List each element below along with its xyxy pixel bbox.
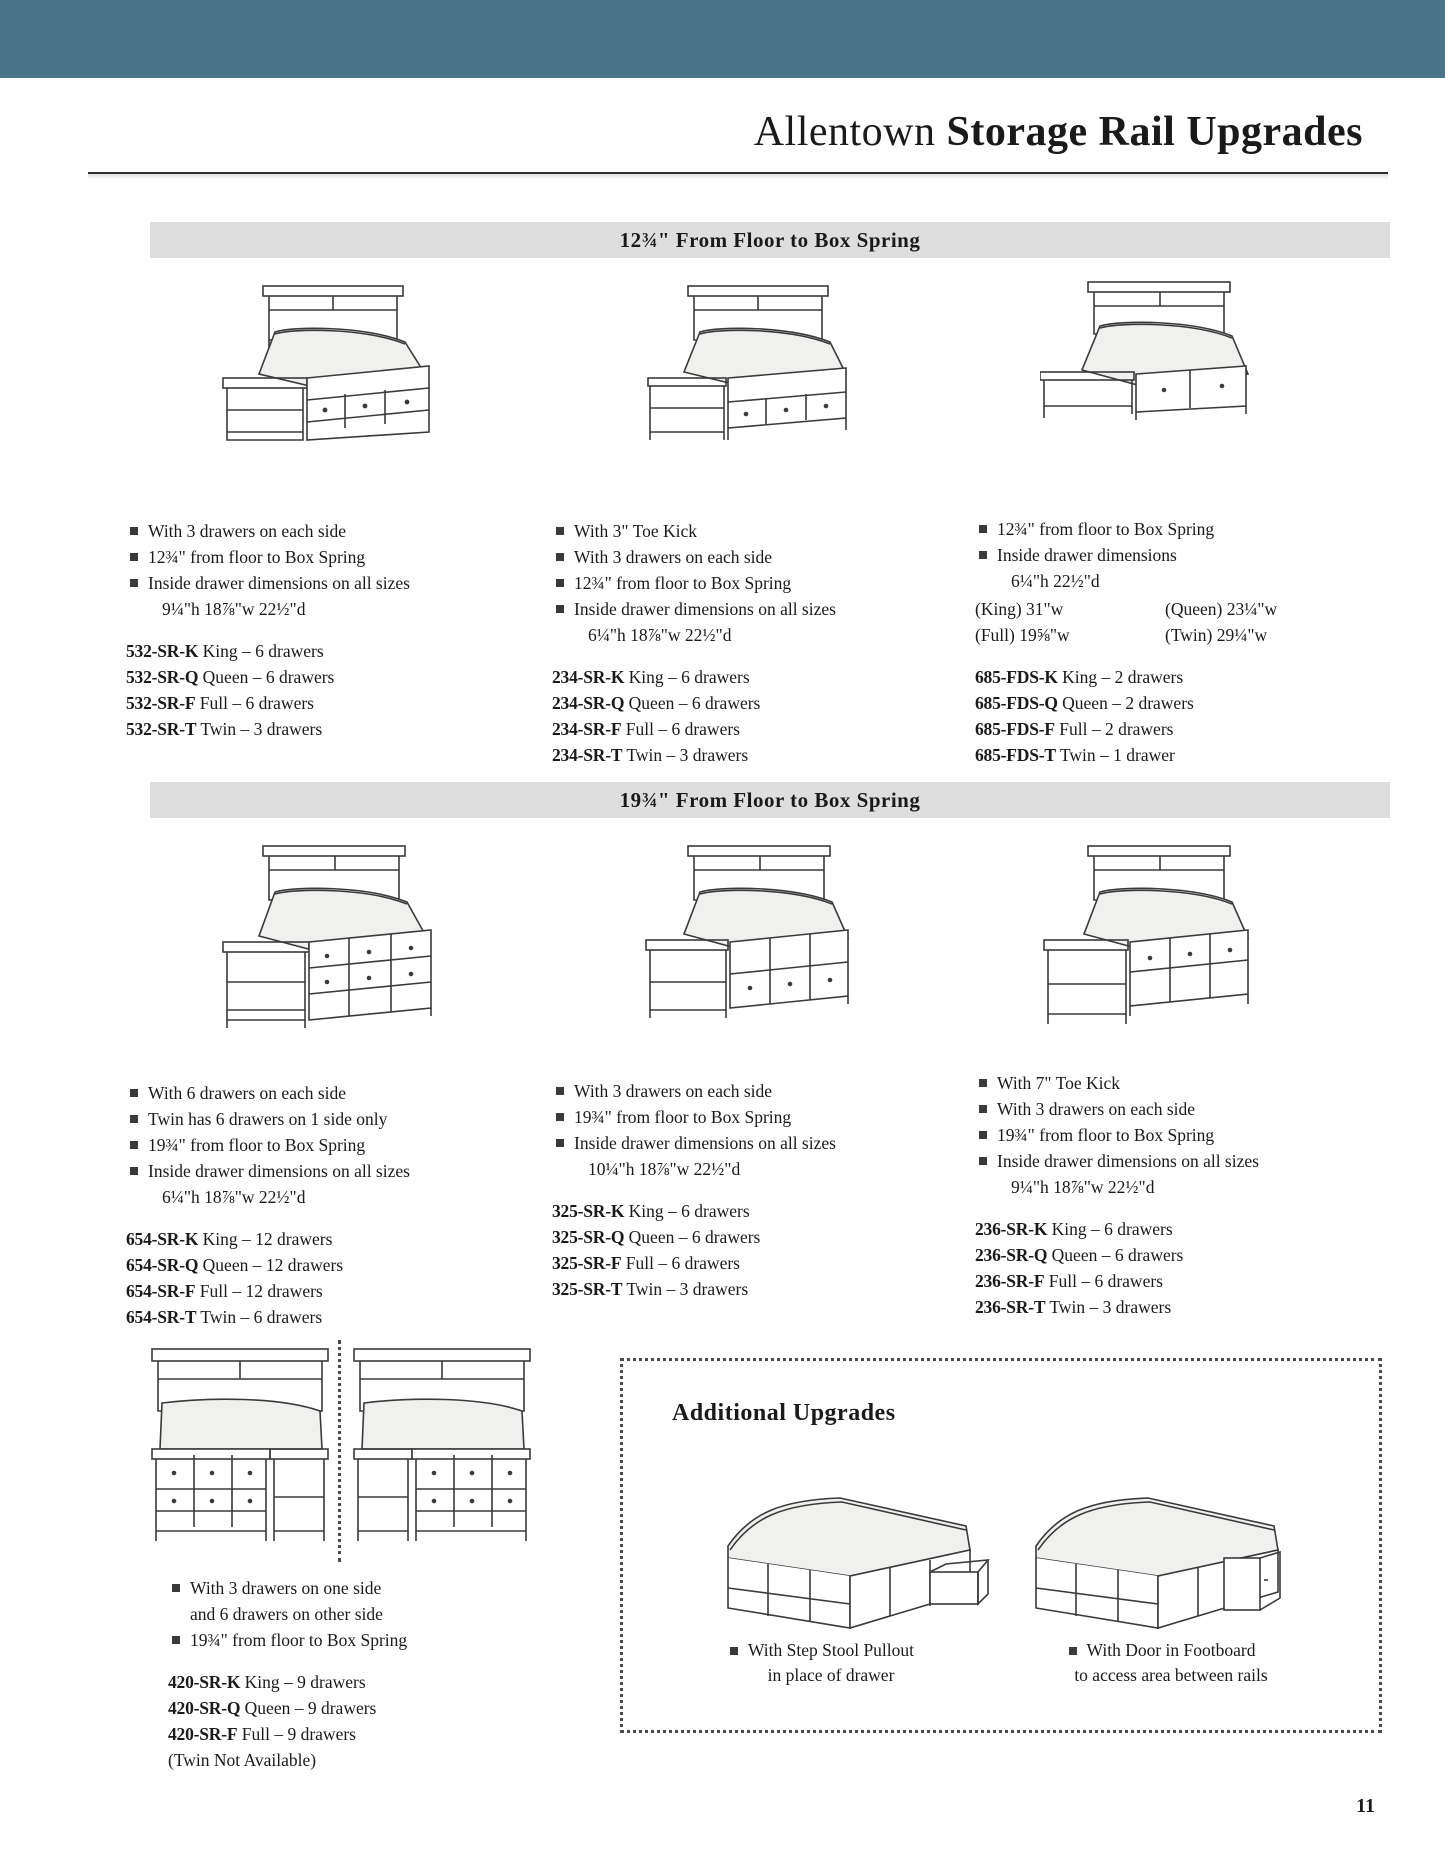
code-sku: 685-FDS-K <box>975 667 1058 687</box>
spec-bullets-325 <box>552 1078 952 1182</box>
code-sku: 325-SR-F <box>552 1253 622 1273</box>
drawer-dimensions: 10¼"h 18⅞"w 22½"d <box>588 1159 741 1179</box>
header-band <box>0 0 1445 78</box>
product-codes-532 <box>126 638 506 742</box>
additional-upgrades-title: Additional Upgrades <box>672 1400 896 1426</box>
bullet-item: With 7" Toe Kick <box>975 1070 1395 1096</box>
bullet-item: With 3" Toe Kick <box>552 518 952 544</box>
code-sku: 654-SR-Q <box>126 1255 199 1275</box>
code-row <box>552 1276 952 1302</box>
code-row <box>168 1721 498 1747</box>
code-row <box>975 1216 1395 1242</box>
product-codes-654 <box>126 1226 516 1330</box>
code-sku: 420-SR-K <box>168 1672 241 1692</box>
page-title-bold: Storage Rail Upgrades <box>946 109 1363 155</box>
bed-figure-532 <box>215 282 465 474</box>
bullet-item: 12¾" from floor to Box Spring <box>975 516 1395 542</box>
code-sku: 236-SR-T <box>975 1297 1046 1317</box>
code-desc: Queen – 2 drawers <box>1057 693 1194 713</box>
code-desc: Full – 6 drawers <box>621 719 740 739</box>
code-desc: King – 6 drawers <box>198 641 324 661</box>
code-sku: 234-SR-Q <box>552 693 625 713</box>
drawer-dimensions: 6¼"h 22½"d <box>1011 571 1100 591</box>
code-sku: 654-SR-T <box>126 1307 197 1327</box>
code-row <box>126 1278 516 1304</box>
code-row <box>552 690 952 716</box>
code-row <box>126 1226 516 1252</box>
code-desc: King – 9 drawers <box>240 1672 366 1692</box>
bullet-item: Inside drawer dimensions on all sizes <box>126 570 506 596</box>
code-row <box>126 638 506 664</box>
spec-column-236 <box>975 1070 1395 1320</box>
drawer-dimensions: 9¼"h 18⅞"w 22½"d <box>1011 1177 1155 1197</box>
size-width-table <box>975 596 1395 648</box>
code-desc: Full – 6 drawers <box>621 1253 740 1273</box>
bullet-item: 12¾" from floor to Box Spring <box>126 544 506 570</box>
bullet-item: With 3 drawers on each side <box>552 1078 952 1104</box>
code-row <box>168 1669 498 1695</box>
code-desc: Twin – 3 drawers <box>1045 1297 1172 1317</box>
bullet-item: Inside drawer dimensions on all sizes <box>126 1158 516 1184</box>
caption-line-2: to access area between rails <box>1074 1665 1268 1685</box>
bed-figure-685 <box>1040 278 1280 470</box>
code-desc: Full – 9 drawers <box>237 1724 356 1744</box>
code-desc: Full – 6 drawers <box>1044 1271 1163 1291</box>
spec-column-532 <box>126 518 506 742</box>
bed-figure-654 <box>215 842 465 1062</box>
code-desc: King – 6 drawers <box>1047 1219 1173 1239</box>
code-desc: King – 6 drawers <box>624 1201 750 1221</box>
size-width-right: (Twin) 29¼"w <box>1165 625 1268 645</box>
code-row <box>975 1242 1395 1268</box>
bed-figure-420-left <box>150 1345 330 1575</box>
code-sku: 234-SR-T <box>552 745 623 765</box>
code-sku: 532-SR-F <box>126 693 196 713</box>
bullet-item: Inside drawer dimensions on all sizes <box>552 1130 952 1156</box>
spec-column-325 <box>552 1078 952 1302</box>
divider-dashed <box>338 1340 341 1562</box>
product-codes-234 <box>552 664 952 768</box>
code-row <box>552 1250 952 1276</box>
code-sku: 685-FDS-T <box>975 745 1056 765</box>
code-sku: 325-SR-K <box>552 1201 625 1221</box>
drawer-dimensions: 6¼"h 18⅞"w 22½"d <box>588 625 732 645</box>
code-desc: Queen – 6 drawers <box>624 693 761 713</box>
spec-bullets-420 <box>168 1575 498 1653</box>
size-width-row <box>975 622 1395 648</box>
code-desc: Queen – 6 drawers <box>624 1227 761 1247</box>
code-sku: 325-SR-T <box>552 1279 623 1299</box>
bed-figure-325 <box>640 842 880 1062</box>
code-row <box>975 1268 1395 1294</box>
bullet-item: With 3 drawers on each side <box>552 544 952 570</box>
code-row <box>552 1198 952 1224</box>
code-sku: 532-SR-Q <box>126 667 199 687</box>
size-width-left: (Full) 19⅝"w <box>975 625 1070 645</box>
title-rule-shadow <box>88 174 1388 180</box>
spec-bullets-685 <box>975 516 1395 594</box>
bed-figure-234 <box>640 282 880 474</box>
bed-figure-step-stool <box>720 1480 990 1630</box>
page-title <box>754 108 1363 156</box>
code-row <box>126 716 506 742</box>
additional-caption-2 <box>1000 1638 1320 1688</box>
bullet-item: Inside drawer dimensions on all sizes <box>552 596 952 622</box>
bullet-item: 19¾" from floor to Box Spring <box>975 1122 1395 1148</box>
section-heading-2 <box>150 782 1390 818</box>
code-sku: 234-SR-F <box>552 719 622 739</box>
bullet-item: Inside drawer dimensions on all sizes <box>975 1148 1395 1174</box>
section-heading-2-label: 19¾" From Floor to Box Spring <box>619 788 921 812</box>
code-sku: 420-SR-Q <box>168 1698 241 1718</box>
code-desc: Twin – 3 drawers <box>196 719 323 739</box>
spec-bullets-234 <box>552 518 952 648</box>
code-row <box>552 664 952 690</box>
caption-line-2: in place of drawer <box>767 1665 895 1685</box>
code-row <box>126 690 506 716</box>
availability-note: (Twin Not Available) <box>168 1750 317 1770</box>
code-desc: Full – 6 drawers <box>195 693 314 713</box>
bullet-item: With 3 drawers on each side <box>975 1096 1395 1122</box>
code-sku: 654-SR-F <box>126 1281 196 1301</box>
bullet-item: With 6 drawers on each side <box>126 1080 516 1106</box>
code-row <box>126 1304 516 1330</box>
code-desc: Queen – 6 drawers <box>198 667 335 687</box>
code-row <box>168 1695 498 1721</box>
code-sku: 685-FDS-Q <box>975 693 1058 713</box>
bullet-item: 19¾" from floor to Box Spring <box>126 1132 516 1158</box>
code-desc: Twin – 1 drawer <box>1055 745 1175 765</box>
drawer-dimensions: 9¼"h 18⅞"w 22½"d <box>162 599 306 619</box>
code-desc: Twin – 3 drawers <box>622 745 749 765</box>
code-row <box>552 1224 952 1250</box>
code-desc: Full – 12 drawers <box>195 1281 323 1301</box>
product-codes-325 <box>552 1198 952 1302</box>
size-width-left: (King) 31"w <box>975 599 1064 619</box>
code-desc: King – 6 drawers <box>624 667 750 687</box>
code-sku: 236-SR-Q <box>975 1245 1048 1265</box>
spec-bullets-654 <box>126 1080 516 1210</box>
size-width-right: (Queen) 23¼"w <box>1165 599 1278 619</box>
code-desc: Queen – 6 drawers <box>1047 1245 1184 1265</box>
code-row <box>975 690 1395 716</box>
code-desc: King – 2 drawers <box>1057 667 1184 687</box>
page-title-light: Allentown <box>753 109 936 155</box>
page-number: 11 <box>1356 1795 1375 1817</box>
section-heading-1 <box>150 222 1390 258</box>
bullet-item: Inside drawer dimensions <box>975 542 1395 568</box>
bullet-item-continuation: and 6 drawers on other side <box>190 1604 383 1624</box>
code-sku: 654-SR-K <box>126 1229 199 1249</box>
code-row <box>975 664 1395 690</box>
bed-figure-236 <box>1040 842 1280 1062</box>
code-desc: King – 12 drawers <box>198 1229 333 1249</box>
section-heading-1-label: 12¾" From Floor to Box Spring <box>619 228 921 252</box>
code-desc: Twin – 6 drawers <box>196 1307 323 1327</box>
bullet-item: With 3 drawers on each side <box>126 518 506 544</box>
code-desc: Queen – 12 drawers <box>198 1255 344 1275</box>
code-row <box>126 664 506 690</box>
code-sku: 234-SR-K <box>552 667 625 687</box>
code-sku: 236-SR-F <box>975 1271 1045 1291</box>
code-row <box>975 742 1395 768</box>
bullet-item: With 3 drawers on one side <box>168 1575 498 1601</box>
spec-bullets-532 <box>126 518 506 622</box>
code-row <box>975 716 1395 742</box>
bed-figure-420-right <box>352 1345 532 1575</box>
code-desc: Full – 2 drawers <box>1054 719 1174 739</box>
bed-figure-door-footboard <box>1028 1480 1298 1630</box>
code-row <box>552 742 952 768</box>
spec-column-234 <box>552 518 952 768</box>
product-codes-236 <box>975 1216 1395 1320</box>
bullet-item: 19¾" from floor to Box Spring <box>168 1627 498 1653</box>
drawer-dimensions: 6¼"h 18⅞"w 22½"d <box>162 1187 306 1207</box>
product-codes-420 <box>168 1669 498 1773</box>
code-sku: 236-SR-K <box>975 1219 1048 1239</box>
spec-bullets-236 <box>975 1070 1395 1200</box>
spec-column-685 <box>975 516 1395 768</box>
code-desc: Twin – 3 drawers <box>622 1279 749 1299</box>
caption-line-1: With Door in Footboard <box>1065 1638 1256 1663</box>
code-sku: 532-SR-K <box>126 641 199 661</box>
code-sku: 420-SR-F <box>168 1724 238 1744</box>
code-sku: 532-SR-T <box>126 719 197 739</box>
caption-line-1: With Step Stool Pullout <box>726 1638 914 1663</box>
code-row <box>126 1252 516 1278</box>
spec-column-420 <box>168 1575 498 1773</box>
code-row <box>975 1294 1395 1320</box>
code-row <box>552 716 952 742</box>
size-width-row <box>975 596 1395 622</box>
bullet-item: 19¾" from floor to Box Spring <box>552 1104 952 1130</box>
additional-caption-1 <box>680 1638 960 1688</box>
code-desc: Queen – 9 drawers <box>240 1698 377 1718</box>
product-codes-685 <box>975 664 1395 768</box>
code-sku: 325-SR-Q <box>552 1227 625 1247</box>
code-sku: 685-FDS-F <box>975 719 1055 739</box>
bullet-item: Twin has 6 drawers on 1 side only <box>126 1106 516 1132</box>
spec-column-654 <box>126 1080 516 1330</box>
bullet-item: 12¾" from floor to Box Spring <box>552 570 952 596</box>
